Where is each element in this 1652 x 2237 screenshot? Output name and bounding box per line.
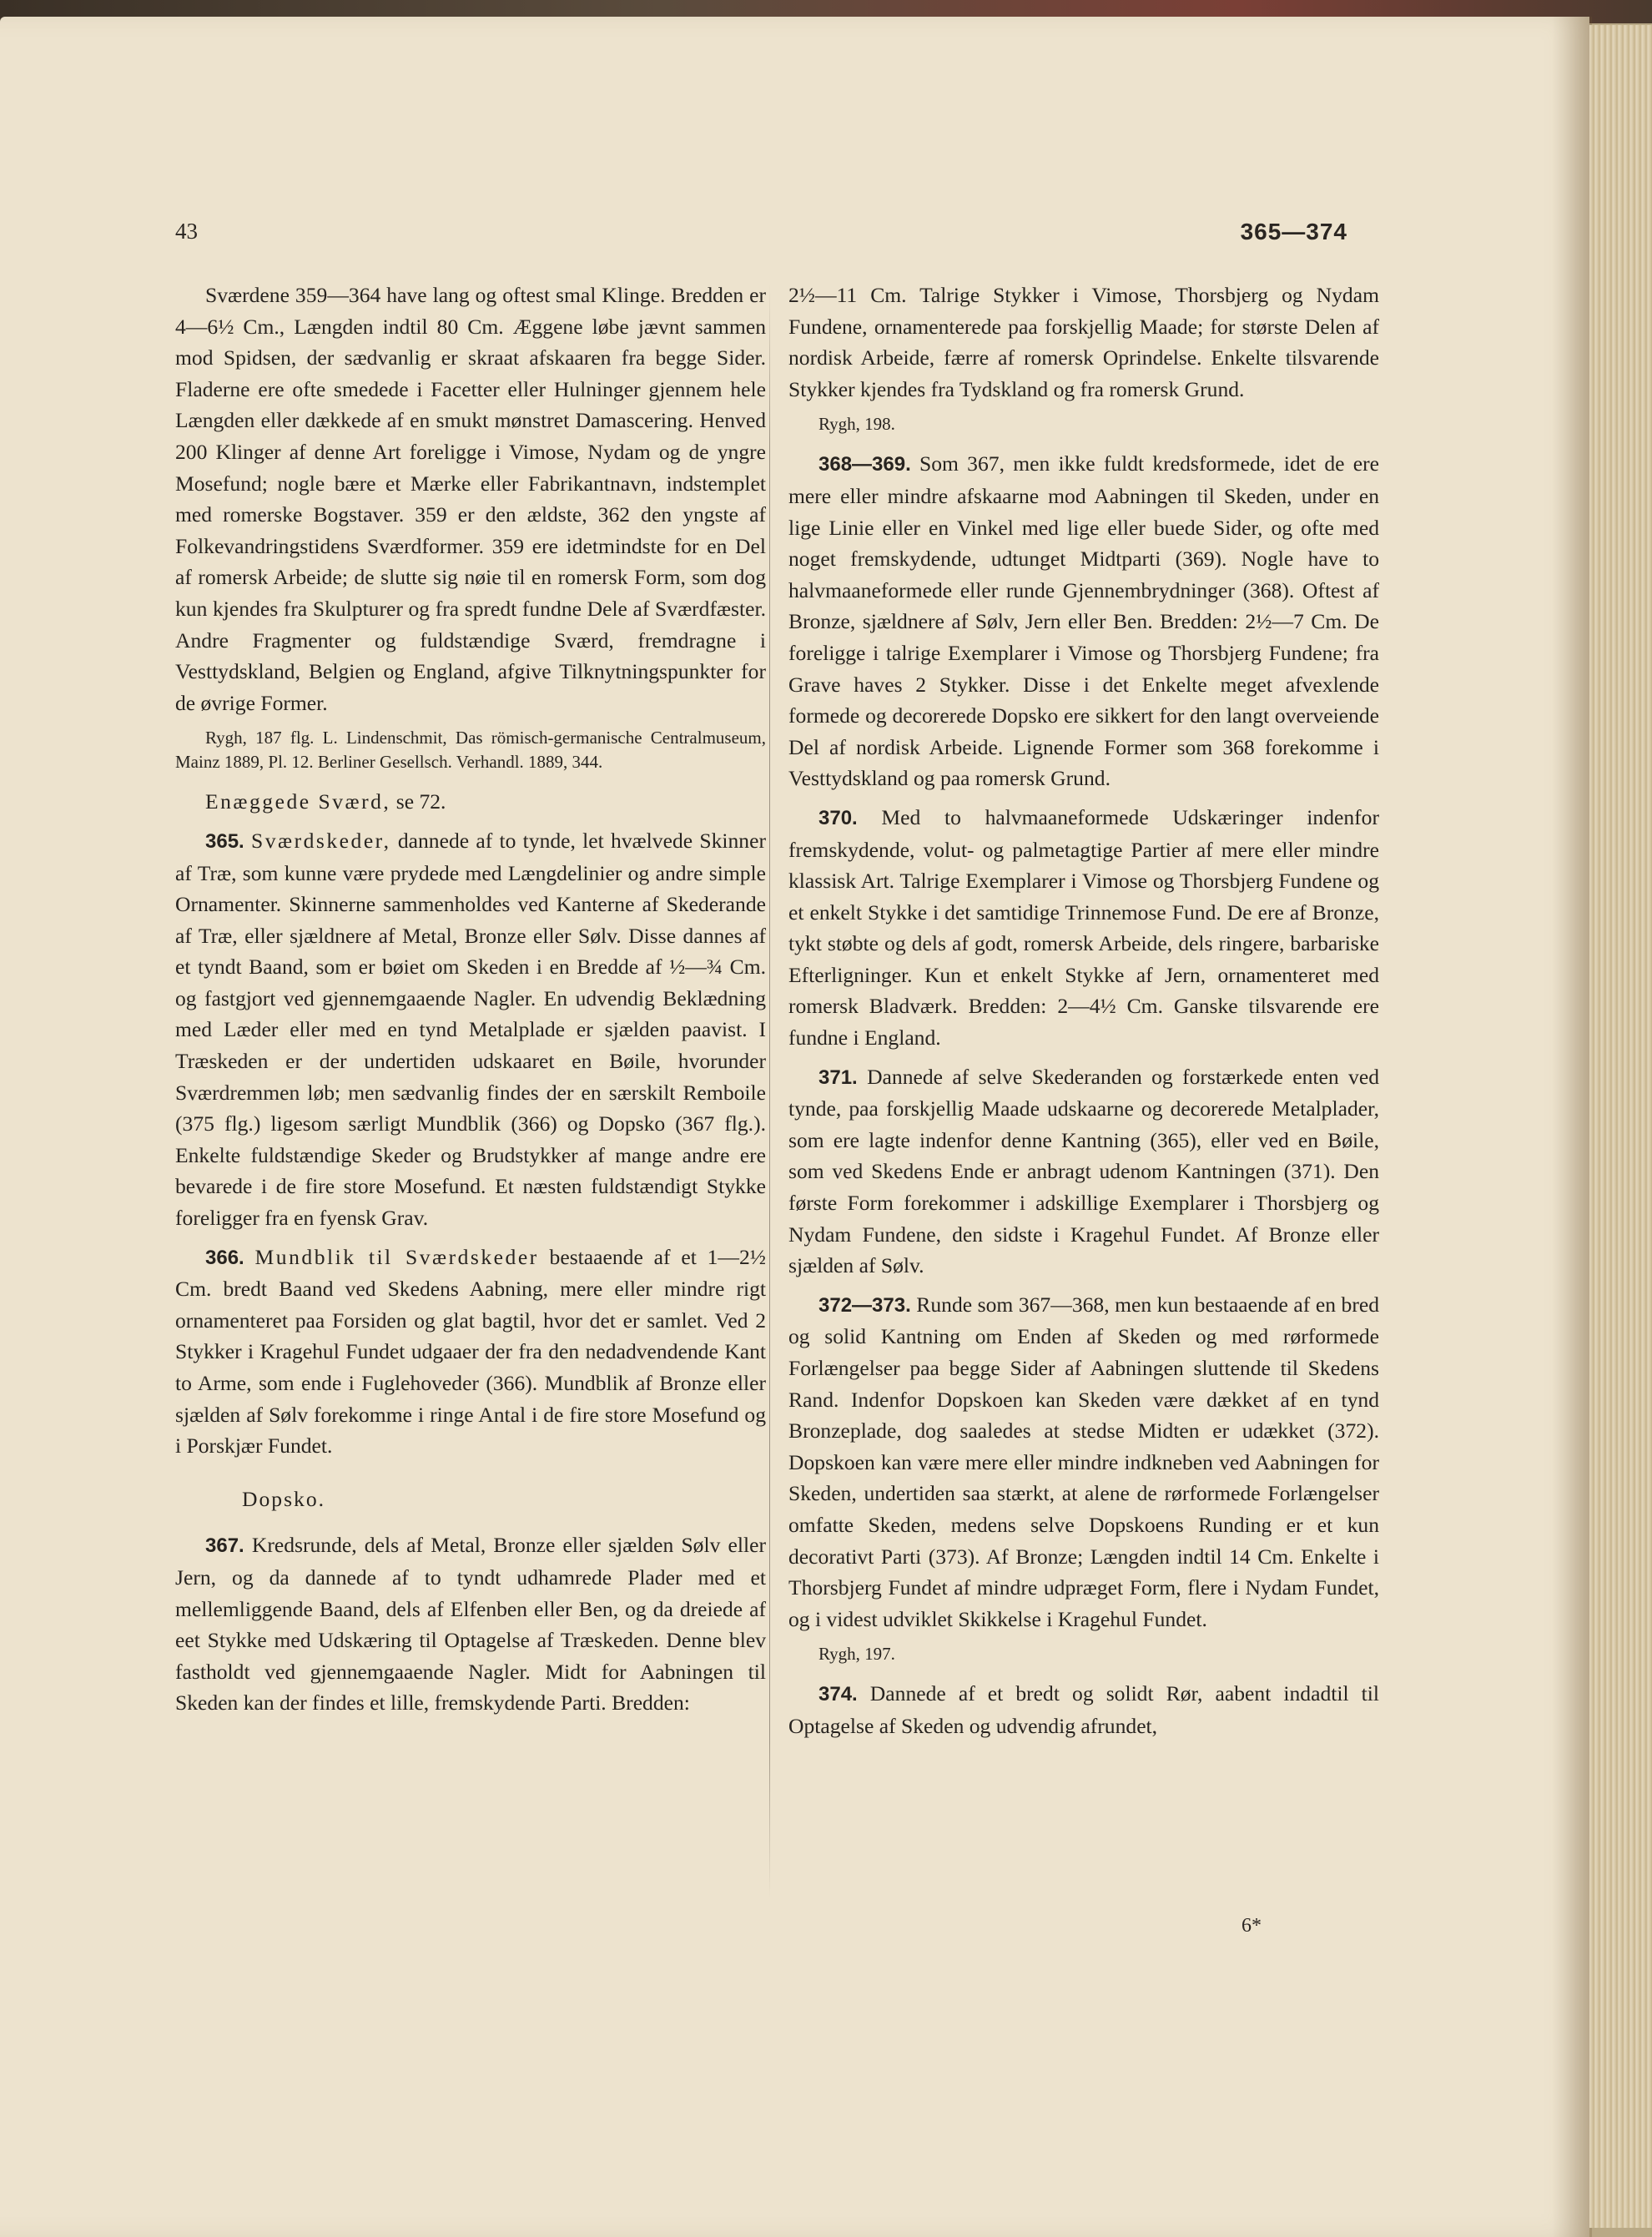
entry-number: 367. bbox=[205, 1534, 244, 1558]
entry-number: 370. bbox=[818, 806, 858, 829]
entry-number: 372—373. bbox=[818, 1293, 911, 1317]
entry-term: Enæggede Sværd, bbox=[205, 789, 391, 814]
entry-text: se 72. bbox=[390, 789, 446, 814]
entry-366 bbox=[175, 1242, 766, 1462]
entry-370 bbox=[788, 802, 1379, 1054]
paragraph-swords: Sværdene 359—364 have lang og oftest smal Klinge. Bredden er 4—6½ Cm., Længden indtil 80 Cm. Æggene løbe jævnt sammen mod Spidsen, der sædvanlig er skraat afskaaren fra begge Sider. Fladerne ere ofte smedede i Facetter eller Hulninger gjennem hele Længden eller dækkede af en smukt mønstret Damascering. Henved 200 Klinger af denne Art foreligge i Vimose, Nydam og de yngre Mosefund; nogle bære et Mærke eller Fabrikantnavn, indstemplet med romerske Bogstaver. 359 er den ældste, 362 den yngste af Folkevandringstidens Sværdformer. 359 ere idetmindste for en Del af romersk Arbeide; de slutte sig nøie til en romersk Form, som dog kun kjendes fra Skulpturer og fra spredt fundne Dele af Sværdfæster. Andre Fragmenter og fuldstændige Sværd, fremdragne i Vesttydskland, Belgien og England, afgive Tilknytningspunkter for de øvrige Former. bbox=[175, 283, 766, 715]
entry-text: dannede af to tynde, let hvælvede Skinner af Træ, som kunne være prydede med Længdelinier og andre simple Ornamenter. Skinnerne sammenholdes ved Kanterne af Skederande af Træ, eller sjældnere af Metal, Bronze eller Sølv. Disse dannes af et tyndt Baand, som er bøiet om Skeden i en Bredde af ½—¾ Cm. og fastgjort ved gjennemgaaende Nagler. En udvendig Beklædning med Læder eller med en tynd Metalplade er sjælden paavist. I Træskeden er der undertiden udskaaret en Bøile, hvorunder Sværdremmen løb; men sædvanlig findes der en særskilt Remboile (375 flg.) ligesom særligt Mundblik (366) og Dopsko (367 flg.). Enkelte fuldstændige Skeder og Brudstykker af mange andre ere bevarede i de fire store Mosefund. Et næsten fuldstændigt Stykke foreligger fra en fyensk Grav. bbox=[175, 828, 766, 1231]
section-heading: Dopsko. bbox=[242, 1486, 326, 1511]
entry-text: Runde som 367—368, men kun bestaaende af en bred og solid Kantning om Enden af Skeden og med rørformede Forlængelser paa begge Sider af Aabningen sluttende til Skedens Rand. Indenfor Dopskoen kan Skeden være dækket af en tynd Bronzeplade, dog saaledes at stedse Midten er udækket (372). Dopskoen kan være mere eller mindre indkneben ved Aabningen for Skeden, undertiden saa stærkt, at alene de rørformede Forlængelser omfatte Skeden, medens selve Dopskoens Runding er et kun decorativt Parti (373). Af Bronze; Længden indtil 14 Cm. Enkelte i Thorsbjerg Fundet af mindre udpræget Form, flere i Nydam Fundet, og i videst udviklet Skikkelse i Kragehul Fundet. bbox=[788, 1292, 1379, 1631]
page-fold-shadow bbox=[1552, 17, 1592, 2237]
entry-range-header: 365—374 bbox=[1240, 219, 1347, 244]
entry-text: bestaaende af et 1—2½ Cm. bredt Baand ved Skedens Aabning, mere eller mindre rigt ornamenteret paa Forsiden og glat bagtil, hvor det er samlet. Ved 2 Stykker i Kragehul Fundet udgaaer der fra den nedadvendende Kant to Arme, som ende i Fuglehoveder (366). Mundblik af Bronze eller sjælden af Sølv forekomme i ringe Antal i de fire store Mosefund og i Porskjær Fundet. bbox=[175, 1244, 767, 1459]
entry-365 bbox=[175, 825, 766, 1234]
continuation-paragraph: 2½—11 Cm. Talrige Stykker i Vimose, Thorsbjerg og Nydam Fundene, ornamenterede paa forskjellig Maade; for største Delen af nordisk Arbeide, færre af romersk Oprindelse. Enkelte tilsvarende Stykker kjendes fra Tydskland og fra romersk Grund. bbox=[788, 283, 1379, 401]
entry-371 bbox=[788, 1061, 1379, 1282]
right-column bbox=[788, 280, 1379, 1750]
entry-374 bbox=[788, 1678, 1379, 1741]
column-divider bbox=[769, 284, 770, 1898]
entry-number: 374. bbox=[818, 1683, 858, 1706]
entry-number: 368—369. bbox=[818, 453, 911, 476]
cross-reference bbox=[175, 786, 766, 818]
reference-note: Rygh, 197. bbox=[818, 1644, 895, 1665]
reference-note: Rygh, 187 flg. L. Lindenschmit, Das römisch-germanische Centralmuseum, Mainz 1889, Pl. 12. Berliner Gesellsch. Verhandl. 1889, 344. bbox=[175, 728, 766, 773]
reference-note: Rygh, 198. bbox=[818, 414, 895, 435]
entry-text: Dannede af et bredt og solidt Rør, aabent indadtil til Optagelse af Skeden og udvendig afrundet, bbox=[788, 1681, 1379, 1738]
entry-number: 365. bbox=[205, 829, 244, 853]
entry-text: Som 367, men ikke fuldt kredsformede, idet de ere mere eller mindre afskaarne mod Aabningen til Skeden, under en lige Linie eller en Vinkel med lige eller buede Sider, og ofte med noget fremskydende, udtunget Midtparti (369). Nogle have to halvmaaneformede eller runde Gjennembrydninger (368). Oftest af Bronze, sjældnere af Sølv, Jern eller Ben. Bredden: 2½—7 Cm. De foreligge i talrige Exemplarer i Vimose og Thorsbjerg Fundene; fra Grave haves 2 Stykker. Disse i det Enkelte meget afvexlende formede og decorerede Dopsko ere sikkert for den langt overveiende Del af nordisk Arbeide. Lignende Former som 368 forekomme i Vesttydskland og paa romersk Grund. bbox=[788, 451, 1379, 791]
entry-term: Sværdskeder, bbox=[250, 828, 391, 853]
entry-text: Dannede af selve Skederanden og forstærkede enten ved tynde, paa forskjellig Maade udskaarne og decorerede Metalplader, som ere lagte indenfor denne Kantning (365), eller ved en Bøile, som ved Skedens Ende er anbragt udenom Kantningen (371). Den første Form forekommer i adskillige Exemplarer i Thorsbjerg og Nydam Fundene, den sidste i Kragehul Fundet. Af Bronze eller sjælden af Sølv. bbox=[788, 1064, 1379, 1278]
entry-372-373 bbox=[788, 1289, 1379, 1635]
entry-number: 371. bbox=[818, 1066, 858, 1089]
page-edges-stack bbox=[1589, 25, 1652, 2228]
entry-number: 366. bbox=[205, 1246, 244, 1269]
entry-367 bbox=[175, 1529, 766, 1719]
entry-text: Kredsrunde, dels af Metal, Bronze eller sjælden Sølv eller Jern, og da dannede af to tyndt udhamrede Plader med et mellemliggende Baand, dels af Elfenben eller Ben, og da dreiede af eet Stykke med Udskæring til Optagelse af Træskeden. Denne blev fastholdt ved gjennemgaaende Nagler. Midt for Aabningen til Skeden kan der findes et lille, fremskydende Parti. Bredden: bbox=[175, 1533, 766, 1716]
left-column bbox=[175, 280, 766, 1726]
page-number: 43 bbox=[175, 219, 198, 244]
sheet-signature: 6* bbox=[1242, 1915, 1262, 1937]
entry-term: Mundblik til Sværdskeder bbox=[254, 1244, 539, 1269]
entry-368-369 bbox=[788, 448, 1379, 794]
entry-text: Med to halvmaaneformede Udskæringer indenfor fremskydende, volut- og palmetagtige Partier af mere eller mindre klassisk Art. Talrige Exemplarer i Vimose og Thorsbjerg Fundene og et enkelt Stykke i det samtidige Trinnemose Fund. De ere af Bronze, tykt støbte og dels af godt, romersk Arbeide, dels ringere, barbariske Efterligninger. Kun et enkelt Stykke af Jern, ornamenteret med romersk Bladværk. Bredden: 2—4½ Cm. Ganske tilsvarende ere fundne i England. bbox=[788, 804, 1379, 1050]
